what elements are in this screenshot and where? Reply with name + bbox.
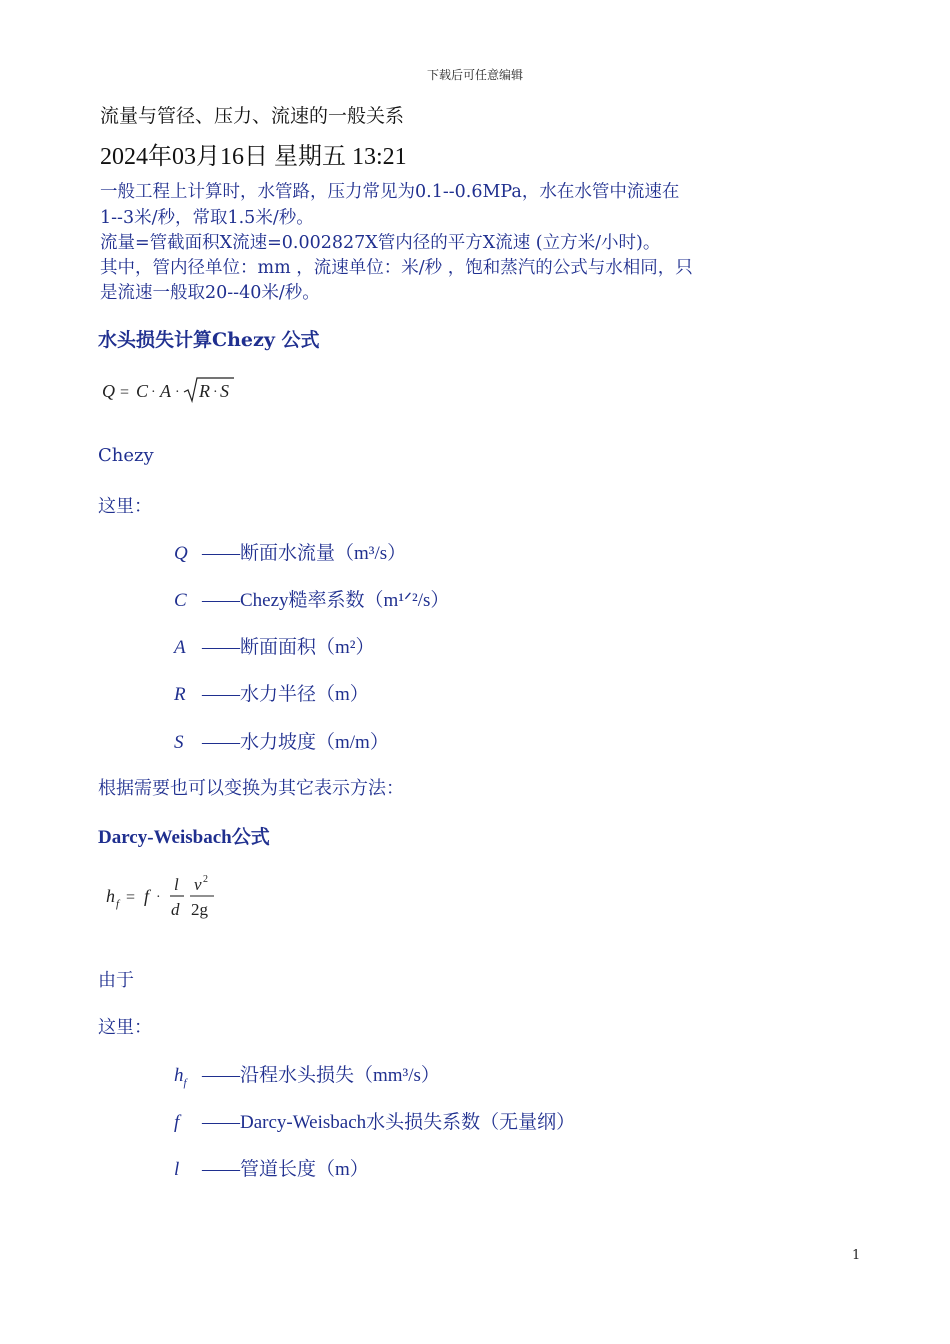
darcy-where: 这里：: [98, 1017, 152, 1038]
svg-text:Q: Q: [102, 381, 115, 401]
intro-line-3: 流量=管截面积X流速=0.002827X管内径的平方X流速 (立方米/小时)。: [100, 233, 661, 253]
darcy-def-f: f ——Darcy-Weisbach水头损失系数（无量纲）: [174, 1112, 576, 1133]
page-number: 1: [852, 1248, 861, 1263]
chezy-def-Q: Q ——断面水流量（m³/s）: [174, 543, 407, 564]
darcy-due: 由于: [98, 970, 134, 991]
svg-text:2g: 2g: [191, 900, 208, 919]
svg-text:v: v: [194, 875, 202, 894]
chezy-where: 这里：: [98, 496, 152, 517]
chezy-def-C: C ——Chezy糙率系数（m¹ᐟ²/s）: [174, 590, 450, 611]
svg-text:f: f: [116, 898, 120, 910]
svg-text:h: h: [106, 886, 115, 906]
page-title: 流量与管径、压力、流速的一般关系: [100, 105, 405, 127]
page-header: 下载后可任意编辑: [426, 68, 523, 82]
intro-line-1: 一般工程上计算时，水管路，压力常见为0.1--0.6MPa，水在水管中流速在: [100, 182, 680, 202]
darcy-formula-image: [104, 868, 224, 928]
svg-text:=: =: [126, 889, 136, 906]
darcy-def-l: l ——管道长度（m）: [174, 1159, 369, 1180]
svg-text:·: ·: [213, 385, 218, 400]
svg-text:l: l: [174, 875, 179, 894]
svg-text:S: S: [220, 381, 229, 401]
chezy-def-S: S ——水力坡度（m/m）: [174, 732, 389, 753]
chezy-formula-image: [100, 372, 240, 408]
intro-line-5: 是流速一般取20--40米/秒。: [100, 283, 320, 303]
svg-text:=: =: [120, 384, 130, 401]
svg-text:·: ·: [151, 385, 156, 400]
svg-text:A: A: [160, 381, 171, 401]
svg-text:·: ·: [175, 385, 180, 400]
chezy-formula: [100, 372, 240, 412]
chezy-def-A: A ——断面面积（m²）: [174, 637, 375, 658]
date-time: 2024年03月16日 星期五 13:21: [100, 144, 407, 170]
svg-text:C: C: [136, 381, 149, 401]
chezy-def-R: R ——水力半径（m）: [174, 684, 369, 705]
svg-text:R: R: [199, 381, 210, 401]
darcy-def-hf: $h_f$ ——沿程水头损失（mm³/s）: [174, 1065, 440, 1089]
chezy-label: Chezy: [98, 445, 154, 466]
svg-text:d: d: [171, 900, 180, 919]
darcy-formula: [104, 868, 224, 932]
intro-line-2: 1--3米/秒，常取1.5米/秒。: [100, 208, 314, 228]
transform-note: 根据需要也可以变换为其它表示方法：: [98, 778, 404, 799]
svg-text:·: ·: [156, 890, 161, 905]
darcy-heading: Darcy-Weisbach公式: [98, 827, 270, 848]
svg-text:f: f: [144, 886, 150, 906]
chezy-heading: 水头损失计算Chezy 公式: [98, 329, 320, 351]
svg-text:2: 2: [203, 874, 208, 885]
intro-line-4: 其中，管内径单位：mm ，流速单位：米/秒 ，饱和蒸汽的公式与水相同，只: [100, 258, 693, 278]
